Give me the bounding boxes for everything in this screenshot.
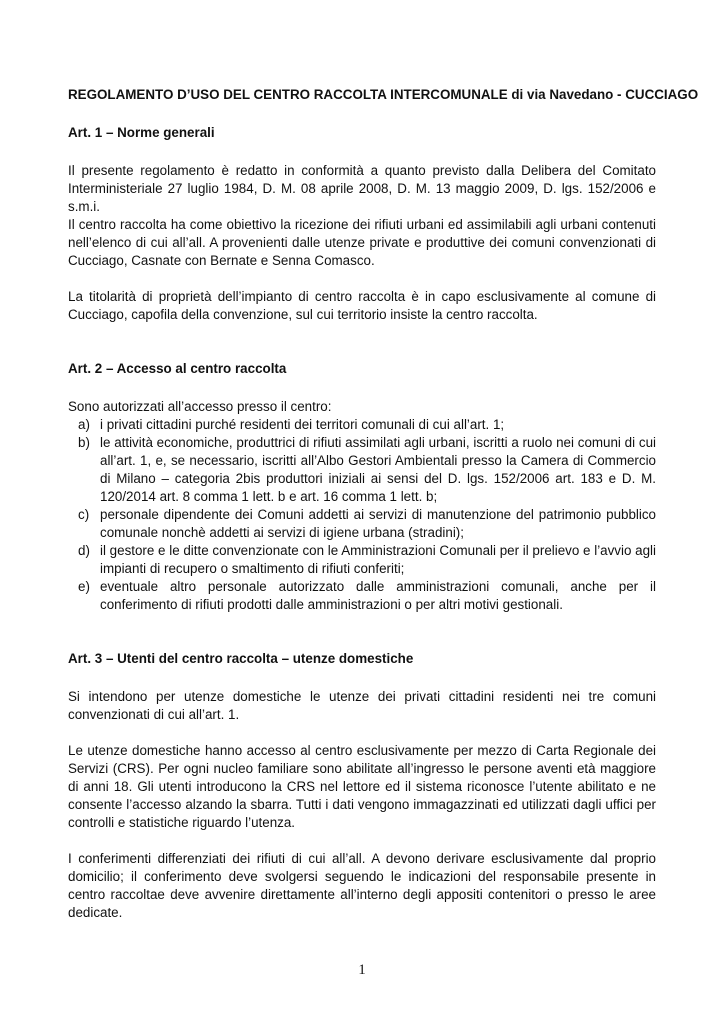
list-item-text: i privati cittadini purché residenti dei territori comunali di cui all’art. 1; <box>100 417 505 432</box>
list-marker: c) <box>78 507 90 522</box>
list-item <box>68 542 656 578</box>
art3-paragraph-1: Si intendono per utenze domestiche le utenze dei privati cittadini residenti nei tre comuni convenzionati di cui all’art. 1. <box>68 689 656 722</box>
list-marker: d) <box>78 543 90 558</box>
list-item <box>68 506 656 542</box>
list-item-text: il gestore e le ditte convenzionate con le Amministrazioni Comunali per il prelievo e l’avvio agli impianti di recupero o smaltimento di rifiuti conferiti; <box>100 543 656 576</box>
art2-heading: Art. 2 – Accesso al centro raccolta <box>68 361 287 376</box>
page-number: 1 <box>358 962 366 978</box>
art3-heading: Art. 3 – Utenti del centro raccolta – utenze domestiche <box>68 651 414 666</box>
art1-heading: Art. 1 – Norme generali <box>68 125 215 140</box>
art3-paragraph-2: Le utenze domestiche hanno accesso al centro esclusivamente per mezzo di Carta Regionale dei Servizi (CRS). Per ogni nucleo familiare sono abilitate all’ingresso le persone aventi età maggiore di anni 18. Gli utenti introducono la CRS nel lettore ed il sistema riconosce l’utente abilitato e ne consente l’accesso alzando la sbarra. Tutti i dati vengono immagazzinati ed utilizzati dagli uffici per controlli e statistiche riguardo l’utenza. <box>68 743 656 830</box>
art3-paragraph-3: I conferimenti differenziati dei rifiuti di cui all’all. A devono derivare esclusivamente dal proprio domicilio; il conferimento deve svolgersi seguendo le indicazioni del responsabile presente in centro raccoltae deve avvenire direttamente all’interno degli appositi contenitori o presso le aree dedicate. <box>68 851 656 920</box>
document-page <box>68 86 699 922</box>
art2-intro: Sono autorizzati all’accesso presso il centro: <box>68 399 332 414</box>
art1-paragraph-2: Il centro raccolta ha come obiettivo la ricezione dei rifiuti urbani ed assimilabili agli urbani contenuti nell’elenco di cui all’all. A provenienti dalle utenze private e produttive dei comuni convenzionati di Cucciago, Casnate con Bernate e Senna Comasco. <box>68 217 656 268</box>
list-item-text: eventuale altro personale autorizzato dalle amministrazioni comunali, anche per il conferimento di rifiuti prodotti dalle amministrazioni o per altri motivi gestionali. <box>100 579 656 612</box>
list-marker: e) <box>78 579 90 594</box>
list-item <box>68 416 656 434</box>
art2-list <box>68 416 656 614</box>
list-item <box>68 434 656 506</box>
list-marker: a) <box>78 417 90 432</box>
art1-paragraph-3: La titolarità di proprietà dell’impianto di centro raccolta è in capo esclusivamente al comune di Cucciago, capofila della convenzione, sul cui territorio insiste la centro raccolta. <box>68 289 656 322</box>
list-marker: b) <box>78 435 90 450</box>
list-item-text: personale dipendente dei Comuni addetti ai servizi di manutenzione del patrimonio pubblico comunale nonchè addetti ai servizi di igiene urbana (stradini); <box>100 507 656 540</box>
art1-paragraph-1: Il presente regolamento è redatto in conformità a quanto previsto dalla Delibera del Comitato Interministeriale 27 luglio 1984, D. M. 08 aprile 2008, D. M. 13 maggio 2009, D. lgs. 152/2006 e s.m.i. <box>68 163 656 214</box>
document-title: REGOLAMENTO D’USO DEL CENTRO RACCOLTA INTERCOMUNALE di via Navedano - CUCCIAGO <box>68 87 699 102</box>
list-item-text: le attività economiche, produttrici di rifiuti assimilati agli urbani, iscritti a ruolo nei comuni di cui all’art. 1, e, se necessario, iscritti all’Albo Gestori Ambientali presso la Camera di Commercio di Milano – categoria 2bis produttori iniziali ai sensi del D. lgs. 152/2006 art. 183 e D. M. 120/2014 art. 8 comma 1 lett. b e art. 16 comma 1 lett. b; <box>100 435 656 504</box>
list-item <box>68 578 656 614</box>
